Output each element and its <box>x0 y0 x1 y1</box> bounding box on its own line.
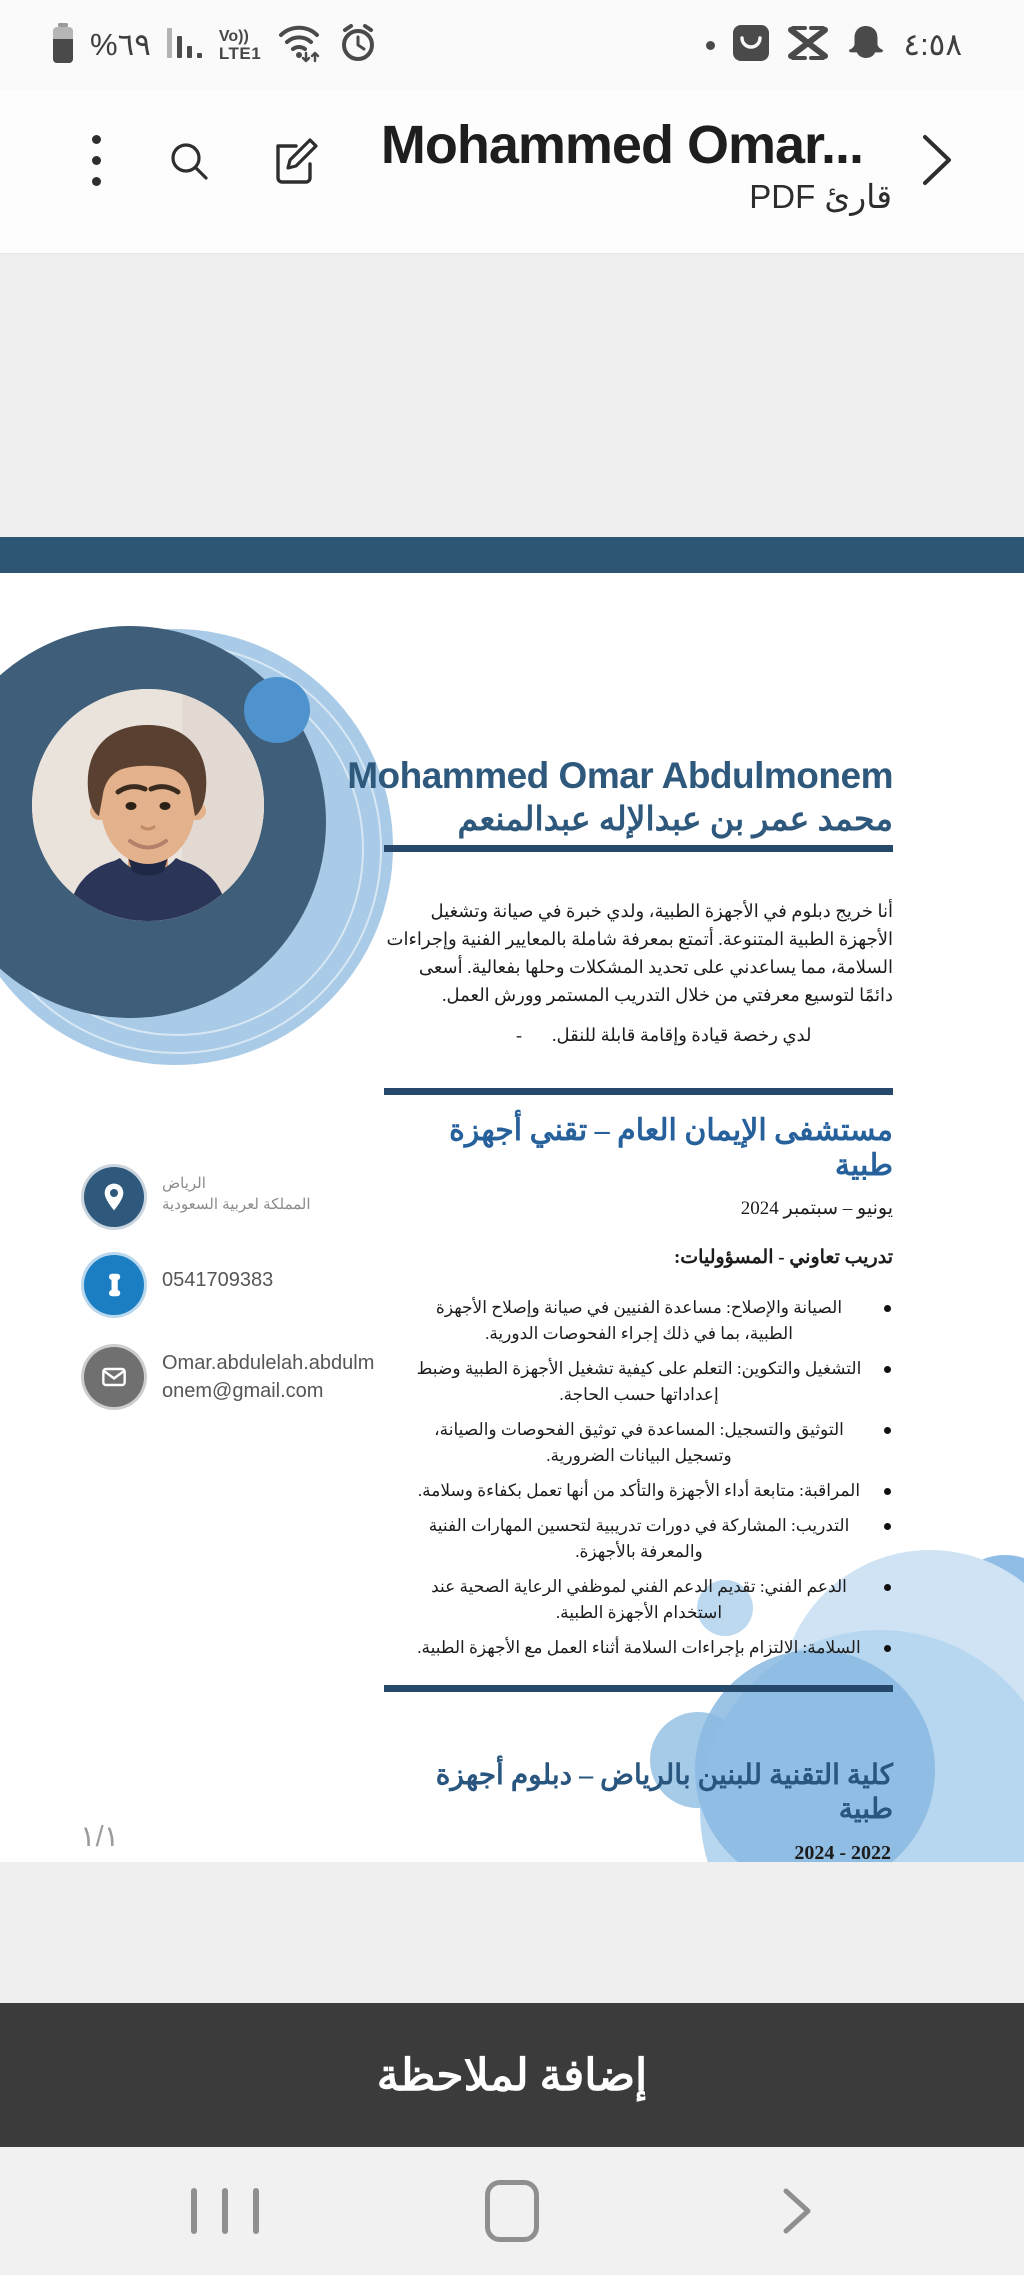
section-divider <box>384 845 893 852</box>
chevron-right-icon <box>917 129 957 191</box>
bullet-dot <box>884 1523 891 1530</box>
clock-time: ٤:٥٨ <box>903 27 962 62</box>
pdf-viewer-area[interactable] <box>0 254 1024 2003</box>
resume-body <box>384 897 893 1862</box>
page-header-band <box>0 537 1024 573</box>
status-right-cluster <box>706 0 962 90</box>
list-item <box>384 1295 893 1347</box>
capcut-app-icon <box>787 23 829 68</box>
volte-icon <box>219 29 261 62</box>
contact-email <box>84 1347 380 1407</box>
list-item-text: التشغيل والتكوين: التعلم على كيفية تشغيل الأجهزة الطبية وضبط إعداداتها حسب الحاجة. <box>416 1359 862 1404</box>
edit-icon <box>264 132 324 192</box>
bullet-dot <box>884 1584 891 1591</box>
list-item <box>384 1635 893 1661</box>
home-button[interactable] <box>457 2147 567 2275</box>
page-indicator: ١/١ <box>80 1821 120 1853</box>
bullet-dot <box>884 1366 891 1373</box>
bullet-dot <box>884 1427 891 1434</box>
bullet-dot <box>884 1488 891 1495</box>
volte-line2: LTE1 <box>218 43 262 63</box>
phone-number: 0541709383 <box>162 1269 274 1291</box>
add-note-bar[interactable] <box>0 2003 1024 2147</box>
home-icon <box>485 2180 539 2242</box>
section-divider <box>384 1088 893 1095</box>
list-item <box>384 1417 893 1469</box>
recents-button[interactable] <box>170 2147 280 2275</box>
location-city: الرياض <box>162 1175 206 1192</box>
list-item-text: التدريب: المشاركة في دورات تدريبية لتحسين المهارات الفنية والمعرفة بالأجهزة. <box>428 1516 850 1561</box>
status-bar <box>0 0 1024 90</box>
pdf-reader-toolbar <box>0 90 1024 254</box>
profile-photo <box>32 689 264 921</box>
pdf-page <box>0 537 1024 1862</box>
nav-back-button[interactable] <box>742 2147 852 2275</box>
document-title: Mohammed Omar... <box>380 115 864 175</box>
recents-icon <box>191 2188 197 2234</box>
kebab-dot <box>92 177 101 186</box>
wifi-icon <box>275 21 323 70</box>
bullet-dot <box>884 1645 891 1652</box>
status-left-cluster <box>50 0 379 90</box>
toolbar-title-block <box>352 116 892 216</box>
resume-name-english: Mohammed Omar Abdulmonem <box>347 755 893 796</box>
battery-percent: %٦٩ <box>90 27 151 62</box>
list-item <box>384 1574 893 1626</box>
notification-dot <box>706 41 715 50</box>
signal-bars-icon <box>165 24 205 67</box>
section-divider <box>384 1685 893 1692</box>
experience-title: مستشفى الإيمان العام – تقني أجهزة طبية <box>449 1114 893 1182</box>
add-note-label: إضافة لملاحظة <box>376 2050 648 2100</box>
location-country: المملكة لعربية السعودية <box>162 1196 311 1213</box>
list-item <box>384 1356 893 1408</box>
experience-subtitle: تدريب تعاوني - المسؤوليات: <box>673 1247 893 1268</box>
list-item <box>384 1478 893 1504</box>
list-item <box>384 1513 893 1565</box>
list-item-text: الصيانة والإصلاح: مساعدة الفنيين في صيانة وإصلاح الأجهزة الطبية، بما في ذلك إجراء الفحوصات الدورية. <box>435 1298 843 1343</box>
resume-name-arabic: محمد عمر بن عبدالإله عبدالمنعم <box>457 802 893 838</box>
contact-phone <box>84 1255 273 1315</box>
overflow-menu-button[interactable] <box>72 128 120 192</box>
bag-app-icon <box>731 22 771 69</box>
volte-line1: Vo)) <box>218 27 249 45</box>
edit-annotate-button[interactable] <box>262 130 326 194</box>
alarm-icon <box>337 22 379 69</box>
license-note-row <box>516 1025 893 1046</box>
app-name-label: قارئ PDF <box>749 178 892 216</box>
list-item-text: المراقبة: متابعة أداء الأجهزة والتأكد من أنها تعمل بكفاءة وسلامة. <box>417 1481 861 1500</box>
education-title: كلية التقنية للبنين بالرياض – دبلوم أجهزة طبية <box>435 1760 893 1825</box>
list-item-text: التوثيق والتسجيل: المساعدة في توثيق الفحوصات والصيانة، وتسجيل البيانات الضرورية. <box>434 1420 844 1465</box>
phone-icon <box>84 1255 144 1315</box>
email-address: Omar.abdulelah.abdulmonem@gmail.com <box>162 1352 375 1402</box>
location-pin-icon <box>84 1167 144 1227</box>
kebab-dot <box>92 156 101 165</box>
kebab-dot <box>92 135 101 144</box>
experience-period: يونيو – سبتمبر 2024 <box>740 1198 893 1219</box>
back-button[interactable] <box>905 126 969 194</box>
education-period: 2024 - 2022 <box>794 1842 891 1862</box>
summary-paragraph: أنا خريج دبلوم في الأجهزة الطبية، ولدي خبرة في صيانة وتشغيل الأجهزة الطبية المتنوعة. أتمتع بمعرفة شاملة بالمعايير الفنية وإجراءات السلامة، مما يساعدني على تحديد المشكلات وحلها بفعالية. أسعى دائمًا لتوسيع معرفتي من خلال التدريب المستمر وورش العمل. <box>386 901 893 1005</box>
nav-back-chevron-icon <box>779 2185 815 2237</box>
bullet-dot <box>884 1305 891 1312</box>
snapchat-app-icon <box>845 22 887 69</box>
avatar-illustration <box>32 689 264 921</box>
search-button[interactable] <box>160 132 220 192</box>
battery-icon <box>50 21 76 70</box>
email-icon <box>84 1347 144 1407</box>
dash-marker: - <box>516 1025 522 1045</box>
license-note: لدي رخصة قيادة وإقامة قابلة للنقل. <box>552 1025 812 1045</box>
contact-location <box>84 1167 311 1227</box>
deco-accent-dot <box>244 677 310 743</box>
android-nav-bar <box>0 2147 1024 2275</box>
list-item-text: السلامة: الالتزام بإجراءات السلامة أثناء العمل مع الأجهزة الطبية. <box>417 1638 861 1657</box>
list-item-text: الدعم الفني: تقديم الدعم الفني لموظفي الرعاية الصحية عند استخدام الأجهزة الطبية. <box>431 1577 847 1622</box>
location-text <box>162 1167 311 1215</box>
responsibilities-list <box>384 1295 893 1661</box>
search-icon <box>164 136 216 188</box>
